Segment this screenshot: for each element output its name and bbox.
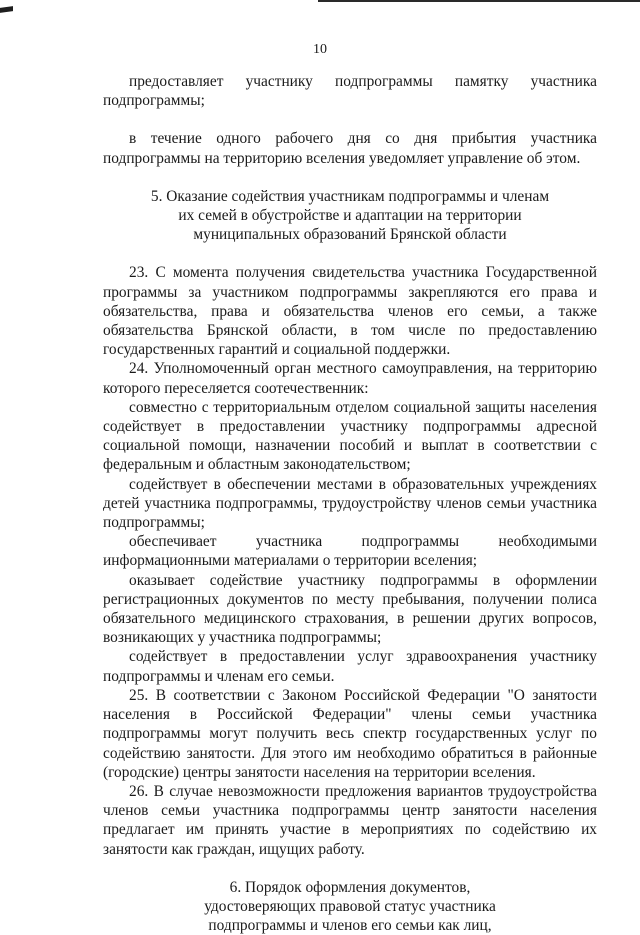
- paragraph-24-info: обеспечивает участника подпрограммы необходимыми информационными материалами о территории вселения;: [103, 533, 597, 570]
- spacer: [103, 244, 597, 263]
- section-heading-6: [103, 878, 597, 935]
- document-body: [103, 72, 597, 935]
- paragraph-memo: предоставляет участнику подпрограммы памятку участника подпрограммы;: [103, 73, 597, 110]
- paragraph-23: 23. С момента получения свидетельства участника Государственной программы за участником подпрограммы закрепляются его права и обязательства, права и обязательства членов его семьи, а также обязательства Брянской области, в том числе по предоставлению государственных гарантий и социальной поддержки.: [103, 264, 597, 359]
- paragraph-26: 26. В случае невозможности предложения вариантов трудоустройства членов семьи участника подпрограммы центр занятости населения предлагает им принять участие в мероприятиях по содействию их занятости как граждан, ищущих работу.: [103, 782, 597, 858]
- section-heading-line: 6. Порядок оформления документов,: [229, 878, 471, 896]
- section-heading-line: их семей в обустройстве и адаптации на территории: [178, 207, 522, 225]
- paragraph-24-education: содействует в обеспечении местами в образовательных учреждениях детей участника подпрограммы, трудоустройству членов семьи участника подпрограммы;: [103, 475, 597, 532]
- section-heading-line: муниципальных образований Брянской области: [193, 226, 507, 244]
- paragraph-24: 24. Уполномоченный орган местного самоуправления, на территорию которого переселяется соотечественник:: [103, 360, 597, 397]
- paragraph-24-health: содействует в предоставлении услуг здравоохранения участнику подпрограммы и членам его семьи.: [103, 648, 597, 685]
- paragraph-notify: в течение одного рабочего дня со дня прибытия участника подпрограммы на территорию вселения уведомляет управление об этом.: [103, 130, 597, 167]
- section-heading-line: 5. Оказание содействия участникам подпрограммы и членам: [150, 187, 550, 205]
- page-number: 10: [313, 42, 327, 57]
- paragraph-25: 25. В соответствии с Законом Российской Федерации "О занятости населения в Российской Федерации" члены семьи участника подпрограммы могут получить весь спектр государственных услуг по содействию занятости. Для этого им необходимо обратиться в районные (городские) центры занятости населения на территории вселения.: [103, 686, 597, 781]
- section-heading-5: [103, 187, 597, 245]
- scan-edge-mark: [0, 6, 13, 13]
- spacer: [103, 168, 597, 187]
- section-heading-line: удостоверяющих правовой статус участника: [204, 897, 496, 915]
- scan-edge-line: [318, 0, 640, 2]
- spacer: [103, 110, 597, 129]
- paragraph-24-social: совместно с территориальным отделом социальной защиты населения содействует в предоставлении участнику подпрограммы адресной социальной помощи, назначении пособий и выплат в соответствии с федеральным и областным законодательством;: [103, 398, 597, 474]
- paragraph-24-registration: оказывает содействие участнику подпрограммы в оформлении регистрационных документов по месту пребывания, получении полиса обязательного медицинского страхования, в решении других вопросов, возникающих у участника подпрограммы;: [103, 571, 597, 647]
- spacer: [103, 859, 597, 878]
- section-heading-line: подпрограммы и членов его семьи как лиц,: [208, 917, 492, 935]
